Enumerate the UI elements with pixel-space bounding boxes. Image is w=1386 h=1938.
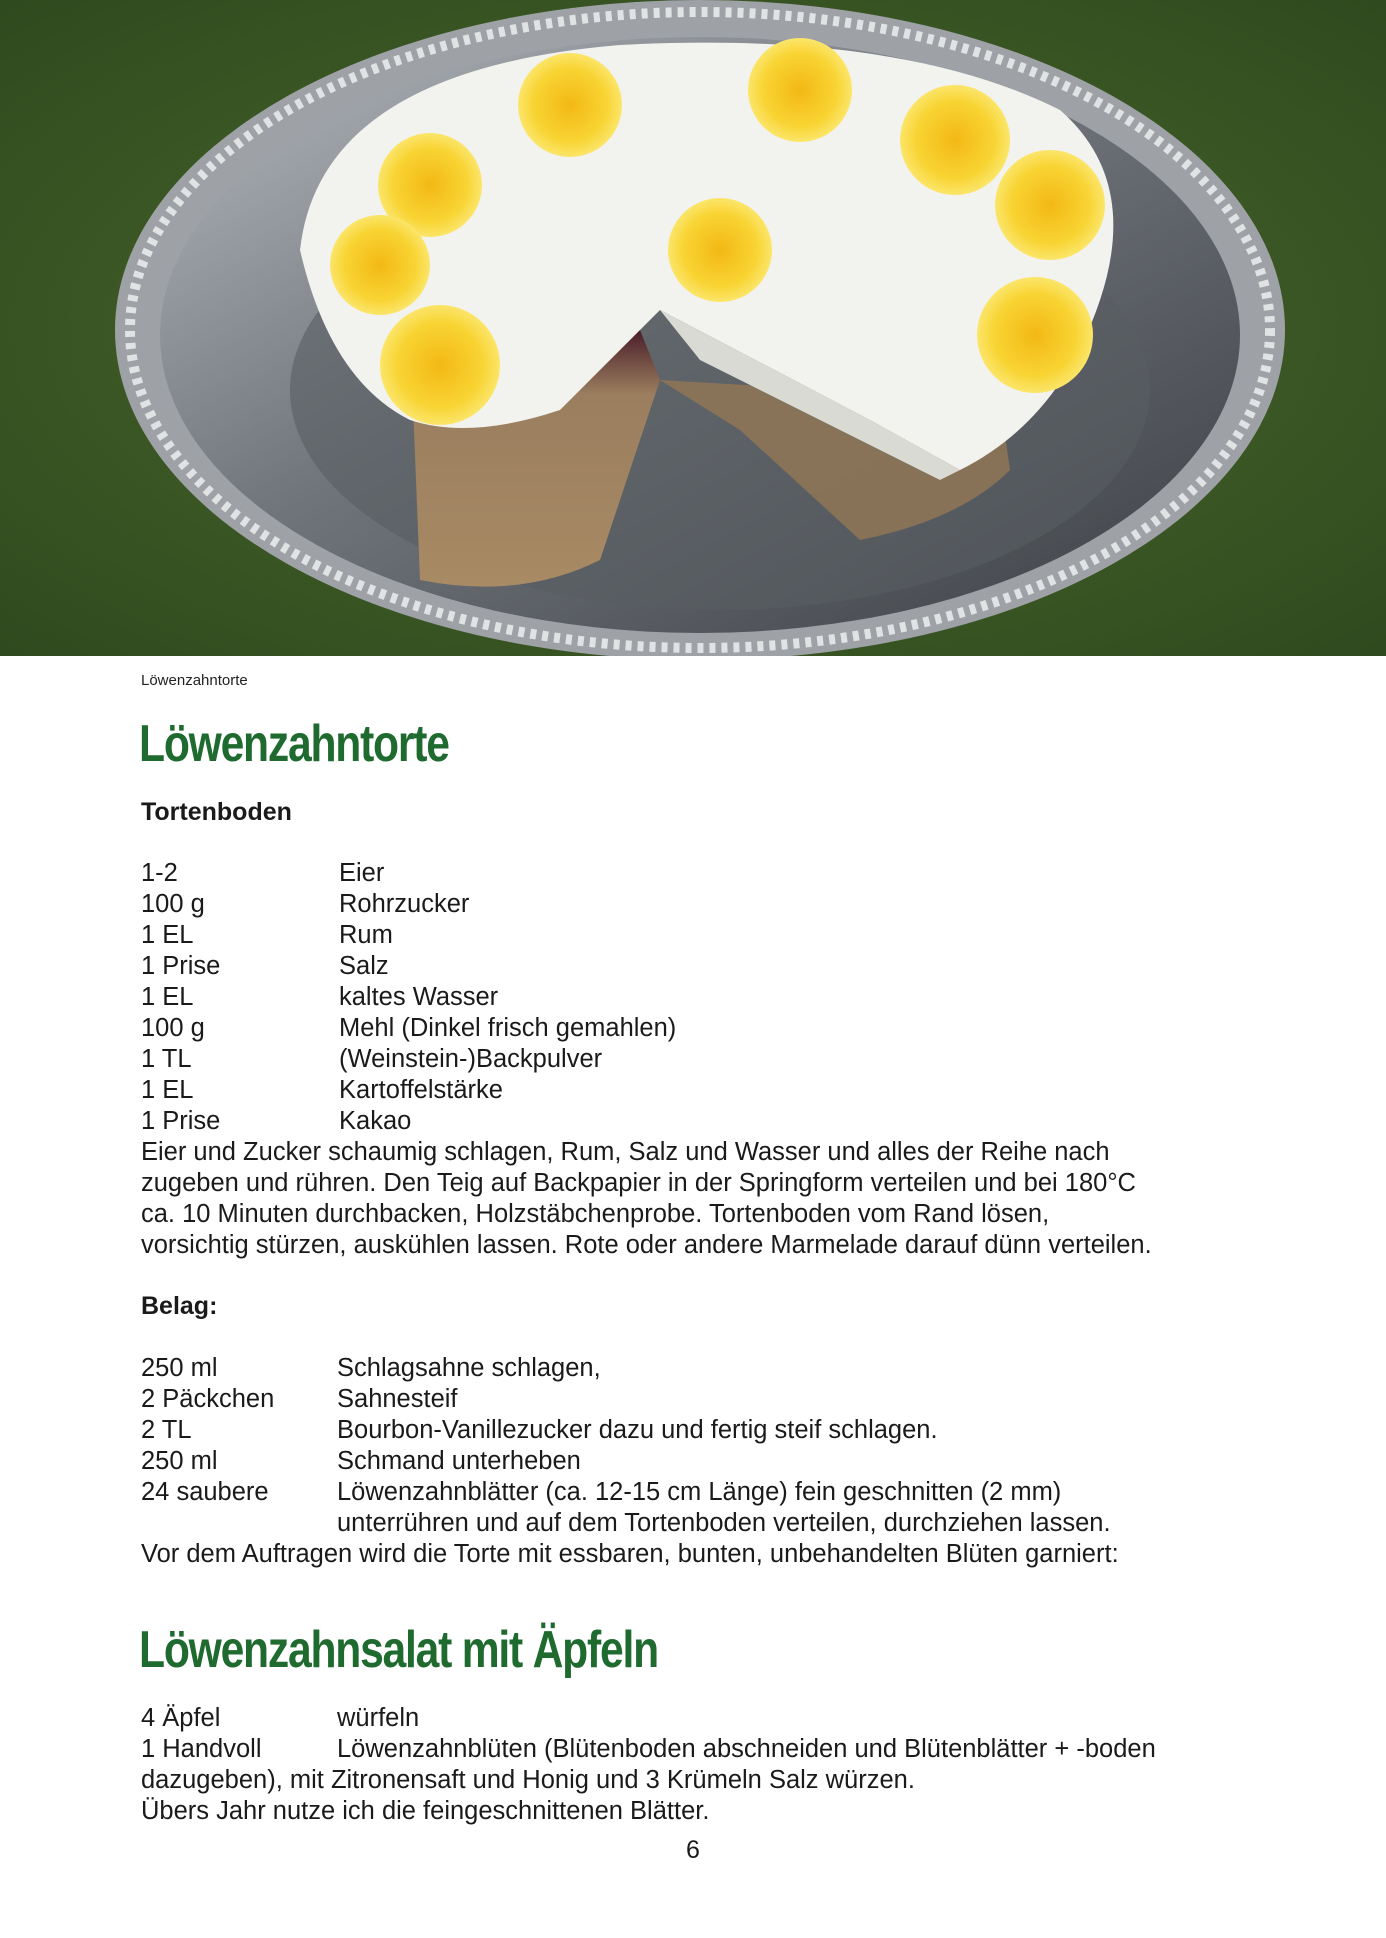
ingredient-row (141, 951, 676, 982)
ingredient-qty: 250 ml (141, 1447, 218, 1475)
ingredient-item: Schlagsahne schlagen, (337, 1354, 601, 1382)
ingredient-qty: 1 Handvoll (141, 1735, 262, 1763)
ingredient-item: Löwenzahnblüten (Blütenboden abschneiden und Blütenblätter + -boden (337, 1735, 1156, 1763)
page-number: 6 (686, 1836, 700, 1864)
instruction-line: Übers Jahr nutze ich die feingeschnittenen Blätter. (141, 1797, 710, 1825)
ingredient-continuation: unterrühren und auf dem Tortenboden verteilen, durchziehen lassen. (337, 1509, 1111, 1537)
section-heading-tortenboden: Tortenboden (141, 798, 292, 826)
ingredient-row (141, 1013, 676, 1044)
ingredient-row (141, 1415, 1111, 1446)
ingredient-qty: 250 ml (141, 1354, 218, 1382)
cake-photo-svg (0, 0, 1386, 656)
ingredient-list-salat (141, 1703, 1156, 1827)
ingredient-row (141, 1477, 1111, 1508)
ingredient-qty: 1 Prise (141, 952, 221, 980)
ingredient-qty: 1-2 (141, 859, 178, 887)
recipe-title: Löwenzahntorte (139, 715, 449, 773)
ingredient-item: Löwenzahnblätter (ca. 12-15 cm Länge) fein geschnitten (2 mm) (337, 1478, 1062, 1506)
recipe-title-salat: Löwenzahnsalat mit Äpfeln (139, 1621, 658, 1679)
instruction-line: vorsichtig stürzen, auskühlen lassen. Rote oder andere Marmelade darauf dünn verteilen. (141, 1231, 1152, 1259)
cake-photo (0, 0, 1386, 656)
ingredient-item: Kartoffelstärke (339, 1076, 503, 1104)
ingredient-item: Schmand unterheben (337, 1447, 581, 1475)
ingredient-item: Salz (339, 952, 389, 980)
ingredient-item: Bourbon-Vanillezucker dazu und fertig steif schlagen. (337, 1416, 938, 1444)
ingredient-row (141, 1075, 676, 1106)
ingredient-row (141, 1106, 676, 1137)
ingredient-qty: 24 saubere (141, 1478, 269, 1506)
instructions-tortenboden (141, 1137, 1251, 1261)
ingredient-list-belag (141, 1353, 1111, 1539)
ingredient-qty: 1 TL (141, 1045, 192, 1073)
ingredient-row (141, 1384, 1111, 1415)
section-heading-belag: Belag: (141, 1292, 218, 1320)
ingredient-qty: 1 EL (141, 1076, 194, 1104)
instruction-line: zugeben und rühren. Den Teig auf Backpapier in der Springform verteilen und bei 180°C (141, 1169, 1136, 1197)
ingredient-row (141, 1703, 1156, 1734)
ingredient-row (141, 1734, 1156, 1765)
ingredient-row (141, 982, 676, 1013)
ingredient-item: Rohrzucker (339, 890, 470, 918)
ingredient-qty: 1 EL (141, 983, 194, 1011)
garnish-note: Vor dem Auftragen wird die Torte mit essbaren, bunten, unbehandelten Blüten garniert: (141, 1540, 1119, 1568)
instruction-line: Eier und Zucker schaumig schlagen, Rum, Salz und Wasser und alles der Reihe nach (141, 1138, 1110, 1166)
ingredient-row (141, 920, 676, 951)
photo-caption: Löwenzahntorte (141, 672, 248, 689)
ingredient-qty: 100 g (141, 890, 205, 918)
ingredient-list-tortenboden (141, 858, 676, 1137)
ingredient-item: würfeln (337, 1704, 420, 1732)
ingredient-row (141, 889, 676, 920)
ingredient-item: (Weinstein-)Backpulver (339, 1045, 603, 1073)
instruction-line: ca. 10 Minuten durchbacken, Holzstäbchenprobe. Tortenboden vom Rand lösen, (141, 1200, 1050, 1228)
ingredient-row (141, 1446, 1111, 1477)
ingredient-qty: 4 Äpfel (141, 1704, 221, 1732)
instruction-line: dazugeben), mit Zitronensaft und Honig und 3 Krümeln Salz würzen. (141, 1766, 915, 1794)
ingredient-row (141, 1044, 676, 1075)
ingredient-row (141, 1353, 1111, 1384)
ingredient-qty: 2 TL (141, 1416, 192, 1444)
ingredient-qty: 1 Prise (141, 1107, 221, 1135)
ingredient-qty: 2 Päckchen (141, 1385, 275, 1413)
ingredient-item: Eier (339, 859, 385, 887)
ingredient-item: Kakao (339, 1107, 412, 1135)
ingredient-item: Mehl (Dinkel frisch gemahlen) (339, 1014, 677, 1042)
ingredient-item: Sahnesteif (337, 1385, 458, 1413)
ingredient-qty: 100 g (141, 1014, 205, 1042)
ingredient-item: Rum (339, 921, 393, 949)
ingredient-item: kaltes Wasser (339, 983, 499, 1011)
ingredient-qty: 1 EL (141, 921, 194, 949)
ingredient-row (141, 858, 676, 889)
